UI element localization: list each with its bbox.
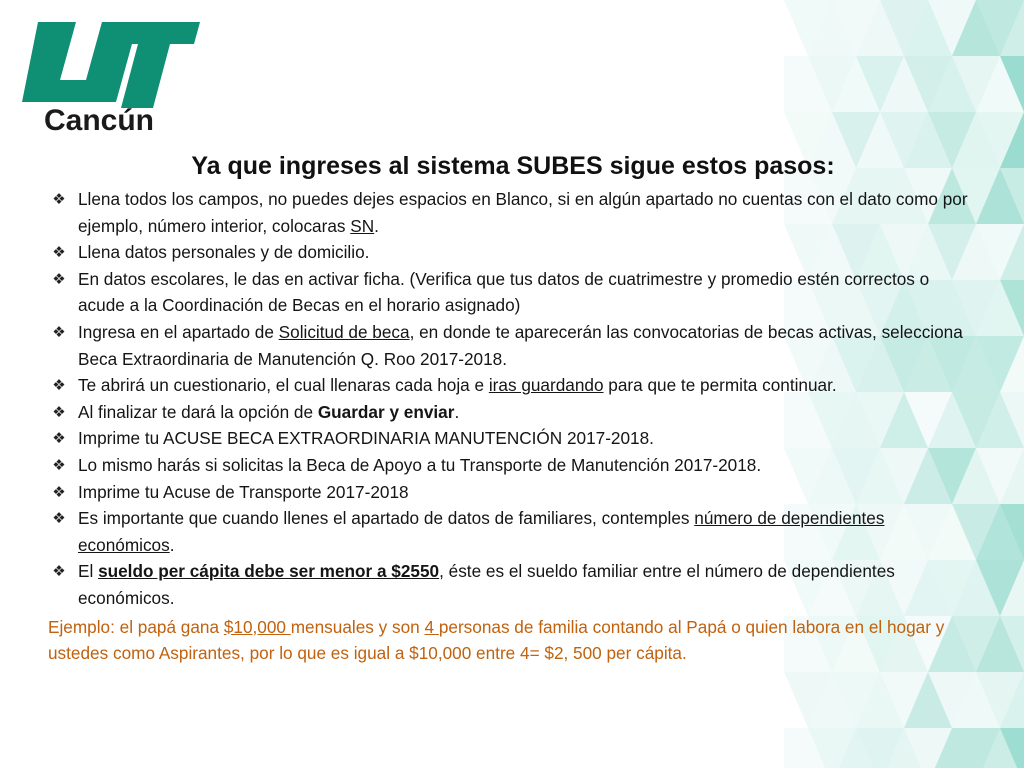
instructions-panel bbox=[48, 150, 978, 667]
example-paragraph bbox=[48, 614, 978, 667]
text-run: Llena todos los campos, no puedes dejes espacios en Blanco, si en algún apartado no cuentas con el dato como por ejemplo, número interior, colocaras bbox=[78, 189, 968, 236]
text-run: Imprime tu Acuse de Transporte 2017-2018 bbox=[78, 481, 409, 502]
diamond-bullet-icon: ❖ bbox=[52, 402, 66, 421]
diamond-bullet-icon: ❖ bbox=[52, 376, 66, 395]
text-run: Al finalizar te dará la opción de bbox=[78, 401, 318, 422]
emphasized-text: 4 bbox=[424, 616, 439, 637]
emphasized-text: iras guardando bbox=[488, 375, 604, 396]
text-run: . bbox=[169, 534, 175, 555]
text-run: Es importante que cuando llenes el apartado de datos de familiares, contemples bbox=[78, 508, 695, 529]
step-item bbox=[48, 505, 978, 558]
emphasized-text: número de dependientes económicos bbox=[78, 508, 885, 555]
text-run: Lo mismo harás si solicitas la Beca de Apoyo a tu Transporte de Manutención 2017-2018. bbox=[78, 454, 762, 475]
step-item bbox=[48, 425, 978, 452]
logo-text: Cancún bbox=[44, 104, 155, 136]
diamond-bullet-icon: ❖ bbox=[52, 455, 66, 474]
emphasized-text: $10,000 bbox=[223, 616, 291, 637]
emphasized-text: SN bbox=[350, 215, 375, 236]
ut-monogram-icon bbox=[22, 22, 200, 108]
text-run: . bbox=[374, 215, 379, 236]
text-run: Llena datos personales y de domicilio. bbox=[78, 242, 370, 263]
step-item bbox=[48, 452, 978, 479]
text-run: Te abrirá un cuestionario, el cual llenaras cada hoja e bbox=[78, 375, 489, 396]
step-item bbox=[48, 399, 978, 426]
text-run: para que te permita continuar. bbox=[603, 375, 837, 396]
step-item bbox=[48, 558, 978, 611]
diamond-bullet-icon: ❖ bbox=[52, 509, 66, 528]
step-item bbox=[48, 479, 978, 506]
text-run: Ingresa en el apartado de bbox=[78, 321, 279, 342]
emphasized-text: sueldo per cápita debe ser menor a $2550 bbox=[98, 561, 440, 582]
diamond-bullet-icon: ❖ bbox=[52, 429, 66, 448]
text-run: En datos escolares, le das en activar ficha. (Verifica que tus datos de cuatrimestre y promedio estén correctos o acude a la Coordinación de Becas en el horario asignado) bbox=[78, 268, 930, 316]
diamond-bullet-icon: ❖ bbox=[52, 322, 66, 341]
step-item bbox=[48, 319, 978, 372]
step-item bbox=[48, 186, 978, 239]
diamond-bullet-icon: ❖ bbox=[52, 269, 66, 288]
ut-cancun-logo bbox=[20, 18, 202, 136]
text-run: Imprime tu ACUSE BECA EXTRAORDINARIA MANUTENCIÓN 2017-2018. bbox=[78, 428, 654, 449]
text-run: mensuales y son bbox=[290, 616, 425, 637]
diamond-bullet-icon: ❖ bbox=[52, 562, 66, 581]
step-item bbox=[48, 266, 978, 319]
diamond-bullet-icon: ❖ bbox=[52, 190, 66, 208]
diamond-bullet-icon: ❖ bbox=[52, 243, 66, 262]
emphasized-text: Guardar y enviar bbox=[317, 401, 455, 422]
step-item bbox=[48, 372, 978, 399]
text-run: El bbox=[78, 561, 99, 582]
emphasized-text: Solicitud de beca bbox=[278, 321, 410, 342]
text-run: , en donde te aparecerán las convocatorias de becas activas, selecciona Beca Extraordinaria de Manutención Q. Roo 2017-2018. bbox=[78, 321, 963, 369]
step-item bbox=[48, 239, 978, 266]
diamond-bullet-icon: ❖ bbox=[52, 482, 66, 501]
text-run: personas de familia contando al Papá o quien labora en el hogar y ustedes como Aspirantes, por lo que es igual a $10,000 entre 4= $2, 500 per cápita. bbox=[48, 616, 945, 664]
page-title: Ya que ingreses al sistema SUBES sigue estos pasos: bbox=[191, 152, 835, 180]
text-run: , éste es el sueldo familiar entre el número de dependientes económicos. bbox=[78, 561, 895, 608]
text-run: Ejemplo: el papá gana bbox=[48, 616, 224, 637]
text-run: . bbox=[454, 401, 460, 422]
steps-list bbox=[48, 186, 978, 612]
